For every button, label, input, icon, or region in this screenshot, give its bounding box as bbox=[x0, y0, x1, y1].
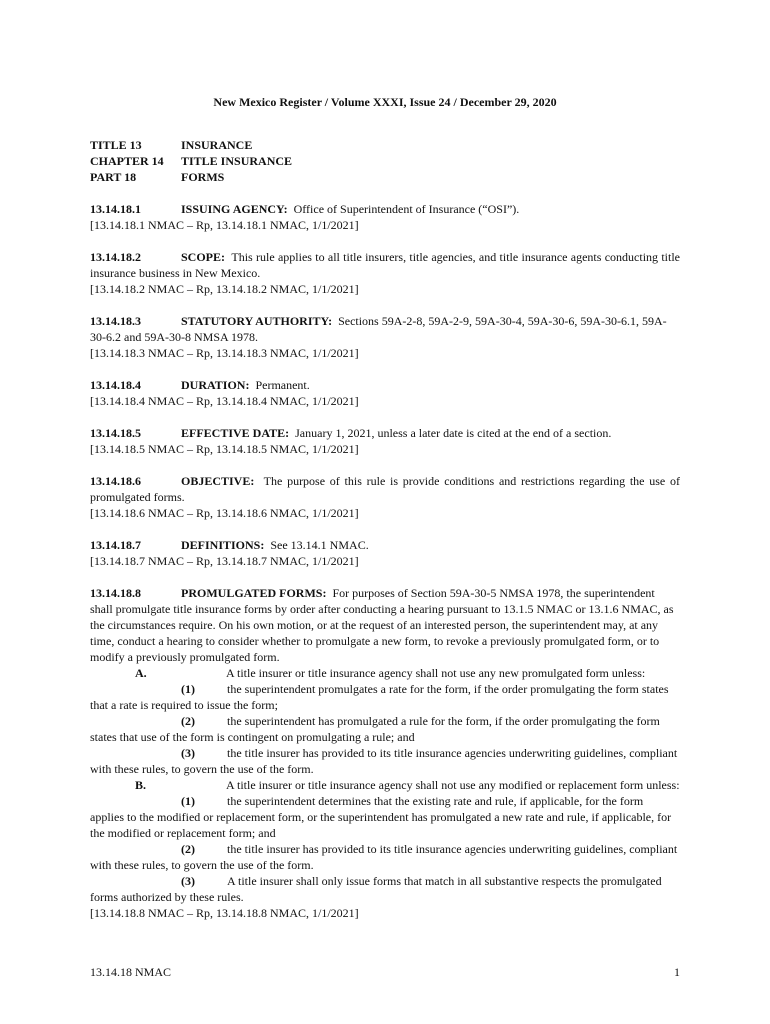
subsection-b-item-2 bbox=[90, 841, 680, 873]
section-text: This rule applies to all title insurers, title agencies, and title insurance agents conducting title insurance business in New Mexico. bbox=[90, 250, 680, 280]
subsection-b-item-3 bbox=[90, 873, 680, 905]
section-text: See 13.14.1 NMAC. bbox=[270, 538, 369, 552]
section-history: [13.14.18.6 NMAC – Rp, 13.14.18.6 NMAC, 1/1/2021] bbox=[90, 506, 359, 520]
item-number: (1) bbox=[181, 682, 195, 696]
section-heading: DURATION: bbox=[181, 378, 250, 392]
section-heading: ISSUING AGENCY: bbox=[181, 202, 288, 216]
register-header: New Mexico Register / Volume XXXI, Issue 24 / December 29, 2020 bbox=[213, 95, 557, 109]
section-heading: OBJECTIVE: bbox=[181, 474, 255, 488]
item-number: (3) bbox=[181, 874, 195, 888]
section-objective bbox=[90, 473, 680, 521]
part-row bbox=[90, 169, 680, 185]
chapter-label: CHAPTER 14 bbox=[90, 154, 164, 168]
section-history: [13.14.18.4 NMAC – Rp, 13.14.18.4 NMAC, 1/1/2021] bbox=[90, 394, 359, 408]
section-effective-date bbox=[90, 425, 680, 457]
section-promulgated-forms bbox=[90, 585, 680, 921]
title-value: INSURANCE bbox=[181, 138, 253, 152]
title-label: TITLE 13 bbox=[90, 138, 142, 152]
item-text: the title insurer has provided to its title insurance agencies underwriting guidelines, compliant with these rules, to govern the use of the form. bbox=[90, 842, 678, 872]
item-text: the superintendent promulgates a rate for the form, if the order promulgating the form states that a rate is required to issue the form; bbox=[90, 682, 669, 712]
section-number: 13.14.18.7 bbox=[90, 538, 141, 552]
section-history: [13.14.18.5 NMAC – Rp, 13.14.18.5 NMAC, 1/1/2021] bbox=[90, 442, 359, 456]
document-body bbox=[90, 137, 680, 937]
section-text: January 1, 2021, unless a later date is cited at the end of a section. bbox=[295, 426, 612, 440]
subsection-a-item-2 bbox=[90, 713, 680, 745]
section-statutory-authority bbox=[90, 313, 680, 361]
section-heading: PROMULGATED FORMS: bbox=[181, 586, 327, 600]
subsection-text: A title insurer or title insurance agency shall not use any modified or replacement form unless: bbox=[226, 778, 680, 792]
section-number: 13.14.18.3 bbox=[90, 314, 141, 328]
item-number: (2) bbox=[181, 714, 195, 728]
part-label: PART 18 bbox=[90, 170, 137, 184]
section-history: [13.14.18.3 NMAC – Rp, 13.14.18.3 NMAC, 1/1/2021] bbox=[90, 346, 359, 360]
section-number: 13.14.18.1 bbox=[90, 202, 141, 216]
section-definitions bbox=[90, 537, 680, 569]
subsection-b-item-1 bbox=[90, 793, 680, 841]
section-text: Office of Superintendent of Insurance (“OSI”). bbox=[293, 202, 520, 216]
subsection-label: A. bbox=[135, 666, 147, 680]
item-number: (1) bbox=[181, 794, 195, 808]
chapter-row bbox=[90, 153, 680, 169]
section-heading: DEFINITIONS: bbox=[181, 538, 265, 552]
title-row bbox=[90, 137, 680, 153]
section-text: The purpose of this rule is provide conditions and restrictions regarding the use of promulgated forms. bbox=[90, 474, 680, 504]
item-text: the superintendent has promulgated a rule for the form, if the order promulgating the form states that use of the form is contingent on promulgating a rule; and bbox=[90, 714, 660, 744]
section-text: Sections 59A-2-8, 59A-2-9, 59A-30-4, 59A-30-6, 59A-30-6.1, 59A-30-6.2 and 59A-30-8 NMSA 1978. bbox=[90, 314, 667, 344]
section-history: [13.14.18.8 NMAC – Rp, 13.14.18.8 NMAC, 1/1/2021] bbox=[90, 906, 359, 920]
section-heading: SCOPE: bbox=[181, 250, 226, 264]
subsection-text: A title insurer or title insurance agency shall not use any new promulgated form unless: bbox=[226, 666, 646, 680]
chapter-value: TITLE INSURANCE bbox=[181, 154, 293, 168]
section-heading: STATUTORY AUTHORITY: bbox=[181, 314, 333, 328]
subsection-label: B. bbox=[135, 778, 147, 792]
page-number: 1 bbox=[674, 965, 680, 979]
subsection-a bbox=[90, 665, 680, 681]
section-issuing-agency bbox=[90, 201, 680, 233]
section-heading: EFFECTIVE DATE: bbox=[181, 426, 290, 440]
item-text: the superintendent determines that the existing rate and rule, if applicable, for the form applies to the modified or replacement form, or the superintendent has promulgated a new rate and rule, if applicable, for the modified or replacement form; and bbox=[90, 794, 672, 840]
footer-citation: 13.14.18 NMAC bbox=[90, 965, 172, 979]
section-number: 13.14.18.8 bbox=[90, 586, 141, 600]
section-number: 13.14.18.2 bbox=[90, 250, 141, 264]
section-number: 13.14.18.4 bbox=[90, 378, 141, 392]
subsection-b bbox=[90, 777, 680, 793]
section-history: [13.14.18.7 NMAC – Rp, 13.14.18.7 NMAC, 1/1/2021] bbox=[90, 554, 359, 568]
item-text: the title insurer has provided to its title insurance agencies underwriting guidelines, compliant with these rules, to govern the use of the form. bbox=[90, 746, 678, 776]
part-value: FORMS bbox=[181, 170, 225, 184]
section-history: [13.14.18.2 NMAC – Rp, 13.14.18.2 NMAC, 1/1/2021] bbox=[90, 282, 359, 296]
subsection-a-item-3 bbox=[90, 745, 680, 777]
section-duration bbox=[90, 377, 680, 409]
section-number: 13.14.18.6 bbox=[90, 474, 141, 488]
title-block bbox=[90, 137, 680, 185]
section-number: 13.14.18.5 bbox=[90, 426, 141, 440]
item-number: (2) bbox=[181, 842, 195, 856]
item-number: (3) bbox=[181, 746, 195, 760]
section-history: [13.14.18.1 NMAC – Rp, 13.14.18.1 NMAC, 1/1/2021] bbox=[90, 218, 359, 232]
subsection-a-item-1 bbox=[90, 681, 680, 713]
section-text: For purposes of Section 59A-30-5 NMSA 1978, the superintendent shall promulgate title insurance forms by order after conducting a hearing pursuant to 13.1.5 NMAC or 13.1.6 NMAC, as the circumstances require. On his own motion, or at the request of an interested person, the superintendent may, at any time, conduct a hearing to consider whether to promulgate a new form, to revoke a previously promulgated form, or to modify a previously promulgated form. bbox=[90, 586, 674, 664]
section-text: Permanent. bbox=[255, 378, 310, 392]
section-scope bbox=[90, 249, 680, 297]
item-text: A title insurer shall only issue forms that match in all substantive respects the promulgated forms authorized by these rules. bbox=[90, 874, 662, 904]
